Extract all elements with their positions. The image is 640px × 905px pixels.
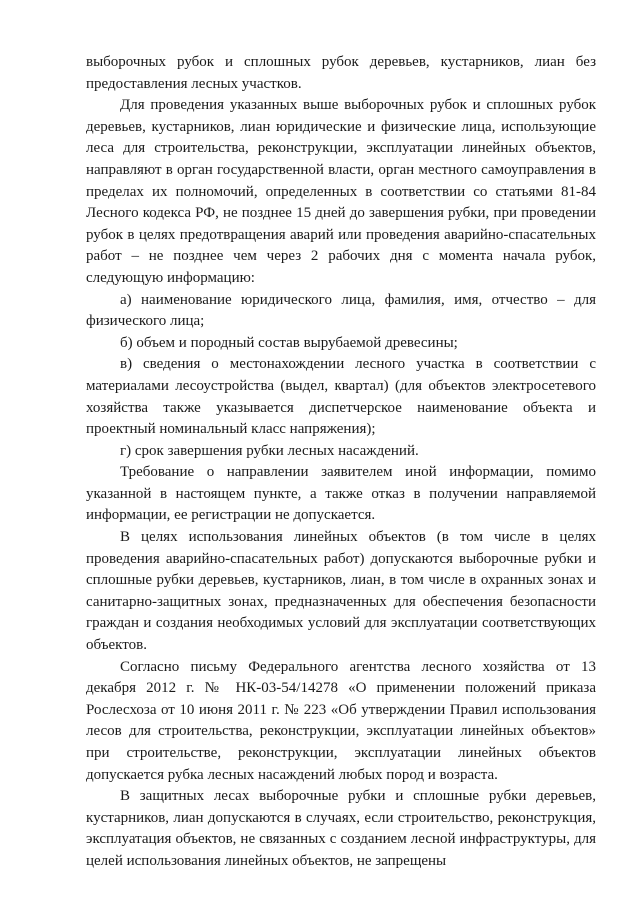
list-item-g: г) срок завершения рубки лесных насаждений. [120,442,419,459]
list-item-b: б) объем и породный состав вырубаемой древесины; [120,334,458,351]
paragraph-rosleskhoz-letter: Согласно письму Федерального агентства лесного хозяйства от 13 декабря 2012 г. № НК-03-54/14278 «О применении положений приказа Рослесхоза от 10 июня 2011 г. № 223 «Об утверждении Правил использования лесов для строительства, реконструкции, эксплуатации линейных объектов» при строительстве, реконструкции, эксплуатации линейных объектов допускается рубка лесных насаждений любых пород и возраста. [86,658,596,783]
paragraph-information-requirement: Для проведения указанных выше выборочных рубок и сплошных рубок деревьев, кустарников, лиан юридические и физические лица, использующие леса для строительства, реконструкции, эксплуатации линейных объектов, направляют в орган государственной власти, орган местного самоуправления в пределах их полномочий, определенных в соответствии со статьями 81-84 Лесного кодекса РФ, не позднее 15 дней до завершения рубки, при проведении рубок в целях предотвращения аварий или проведения аварийно-спасательных работ – не позднее чем через 2 рабочих дня с момента начала рубок, следующую информацию: [86,97,596,286]
paragraph-no-extra-info: Требование о направлении заявителем иной информации, помимо указанной в настоящем пункте, а также отказ в получении направляемой информации, ее регистрации не допускается. [86,464,596,524]
list-item-a: а) наименование юридического лица, фамилия, имя, отчество – для физического лица; [86,291,596,330]
paragraph-continuation: выборочных рубок и сплошных рубок деревьев, кустарников, лиан без предоставления лесных участков. [86,54,596,92]
paragraph-linear-objects: В целях использования линейных объектов (в том числе в целях проведения аварийно-спасательных работ) допускаются выборочные рубки и сплошные рубки деревьев, кустарников, лиан, в том числе в охранных зонах и санитарно-защитных зонах, предназначенных для обеспечения безопасности граждан и создания необходимых условий для эксплуатации соответствующих объектов. [86,529,596,654]
list-item-v: в) сведения о местонахождении лесного участка в соответствии с материалами лесоустройства (выдел, квартал) (для объектов электросетевого хозяйства также указывается диспетчерское наименование объекта и проектный номинальный класс напряжения); [86,356,596,438]
paragraph-protective-forests: В защитных лесах выборочные рубки и сплошные рубки деревьев, кустарников, лиан допускаются в случаях, если строительство, реконструкция, эксплуатация объектов, не связанных с созданием лесной инфраструктуры, для целей использования линейных объектов, не запрещены [86,788,596,869]
